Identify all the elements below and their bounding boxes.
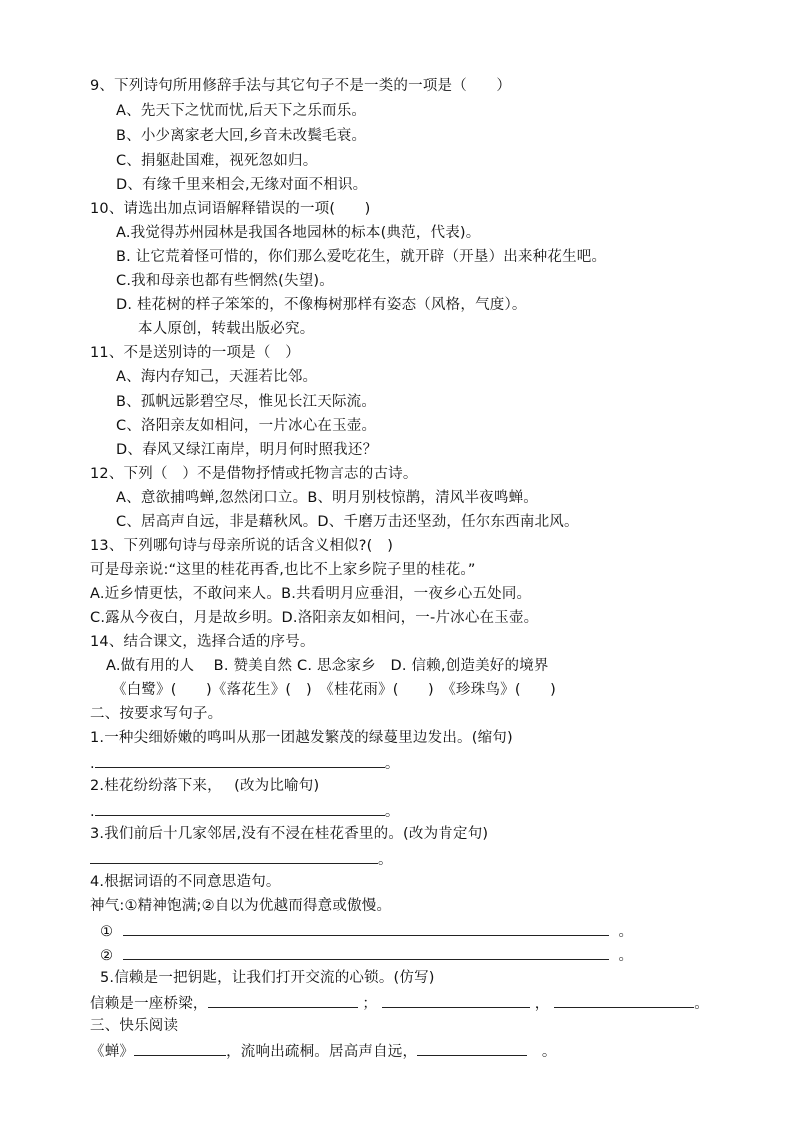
q13-quote: 可是母亲说:“这里的桂花再香,也比不上家乡院子里的桂花。”	[90, 562, 476, 578]
s2-q5-lead: 信赖是一座桥梁，	[90, 996, 208, 1012]
q10-option-a: A.我觉得苏州园林是我国各地园林的标本(典范，代表)。	[116, 225, 481, 241]
s2-q4-answer-1	[100, 920, 633, 942]
answer-blank[interactable]	[95, 752, 385, 768]
answer-blank[interactable]	[554, 992, 694, 1008]
q9-option-a: A、先天下之忧而忧,后天下之乐而乐。	[116, 103, 367, 119]
q11-option-b: B、孤帆远影碧空尽，惟见长江天际流。	[116, 394, 377, 410]
q9-stem: 9、下列诗句所用修辞手法与其它句子不是一类的一项是（ ）	[90, 78, 512, 94]
s2-q5-answer-line	[90, 992, 709, 1014]
s2-q5: 5.信赖是一把钥匙，让我们打开交流的心锁。(仿写)	[100, 970, 435, 986]
q9-option-c: C、捐躯赴国难，视死忽如归。	[116, 153, 318, 169]
q10-stem: 10、请选出加点词语解释错误的一项( )	[90, 201, 371, 217]
answer-blank[interactable]	[208, 992, 358, 1008]
comma-mark: ，	[534, 996, 550, 1012]
q10-option-b: B. 让它荒着怪可惜的，你们那么爱吃花生，就开辟（开垦）出来种花生吧。	[116, 249, 607, 265]
q12-options-cd: C、居高声自远，非是藉秋风。D、千磨万击还坚劲，任尔东西南北风。	[116, 514, 579, 530]
q9-option-b: B、小少离家老大回,乡音未改鬓毛衰。	[116, 128, 367, 144]
q14-choices: A.做有用的人 B. 赞美自然 C. 思念家乡 D. 信赖,创造美好的境界	[106, 658, 549, 674]
answer-blank[interactable]	[90, 848, 378, 864]
q10-option-d: D. 桂花树的样子笨笨的，不像梅树那样有姿态（风格，气度）。	[116, 297, 527, 313]
end-mark: 。	[694, 996, 709, 1012]
end-mark: 。	[618, 924, 634, 940]
s3-end: 。	[527, 1044, 557, 1060]
q9-option-d: D、有缘千里来相会,无缘对面不相识。	[116, 177, 368, 193]
answer-blank[interactable]	[123, 944, 609, 960]
end-mark: 。	[378, 852, 393, 868]
dot-mark: .	[90, 804, 95, 820]
q10-option-c: C.我和母亲也都有些惘然(失望)。	[116, 273, 334, 289]
q11-option-c: C、洛阳亲友如相问，一片冰心在玉壶。	[116, 418, 377, 434]
answer-blank[interactable]	[417, 1040, 527, 1056]
s2-q4-answer-2	[100, 944, 633, 966]
q11-option-a: A、海内存知己，天涯若比邻。	[116, 369, 318, 385]
answer-blank[interactable]	[123, 920, 609, 936]
q13-options-cd: C.露从今夜白，月是故乡明。D.洛阳亲友如相问，一-片冰心在玉壶。	[90, 610, 539, 626]
q14-items: 《白鹭》( )《落花生》( ) 《桂花雨》( ) 《珍珠鸟》( )	[112, 682, 556, 698]
circle-1-label: ①	[100, 924, 114, 940]
section2-title: 二、按要求写句子。	[90, 706, 223, 722]
s3-poem-line	[90, 1040, 557, 1062]
s3-lead: 《蝉》	[90, 1044, 135, 1060]
q13-stem: 13、下列哪句诗与母亲所说的话含义相似?( )	[90, 538, 394, 554]
q12-stem: 12、下列（ ）不是借物抒情或托物言志的古诗。	[90, 466, 418, 482]
s2-q4: 4.根据词语的不同意思造句。	[90, 874, 281, 890]
s2-q4-word: 神气:①精神饱满;②自以为优越而得意或傲慢。	[90, 898, 392, 914]
end-mark: 。	[384, 756, 400, 772]
s2-q1: 1.一种尖细娇嫩的鸣叫从那一团越发繁茂的绿蔓里边发出。(缩句)	[90, 730, 513, 746]
q14-stem: 14、结合课文，选择合适的序号。	[90, 634, 315, 650]
dot-mark: .	[90, 756, 95, 772]
end-mark: 。	[384, 804, 400, 820]
s2-q2-answer-line	[90, 800, 400, 822]
s2-q2: 2.桂花纷纷落下来， (改为比喻句)	[90, 778, 320, 794]
s3-mid: ，流响出疏桐。居高声自远，	[226, 1044, 418, 1060]
answer-blank[interactable]	[382, 992, 530, 1008]
end-mark: 。	[618, 948, 634, 964]
s2-q3: 3.我们前后十几家邻居,没有不浸在桂花香里的。(改为肯定句)	[90, 826, 489, 842]
copyright-note: 本人原创，转载出版必究。	[138, 321, 315, 337]
q11-option-d: D、春风又绿江南岸，明月何时照我还？	[116, 442, 378, 458]
q11-stem: 11、不是送别诗的一项是（ ）	[90, 345, 300, 361]
answer-blank[interactable]	[95, 800, 385, 816]
circle-2-label: ②	[100, 948, 114, 964]
semicolon-mark: ；	[362, 996, 378, 1012]
q13-options-ab: A.近乡情更怯，不敢问来人。B.共看明月应垂泪，一夜乡心五处同。	[90, 586, 532, 602]
section3-title: 三、快乐阅读	[90, 1018, 179, 1034]
answer-blank[interactable]	[134, 1040, 226, 1056]
s2-q1-answer-line	[90, 752, 400, 774]
q12-options-ab: A、意欲捕鸣蝉,忽然闭口立。B、明月别枝惊鹊，清风半夜鸣蝉。	[116, 490, 538, 506]
s2-q3-answer-line	[90, 848, 393, 870]
